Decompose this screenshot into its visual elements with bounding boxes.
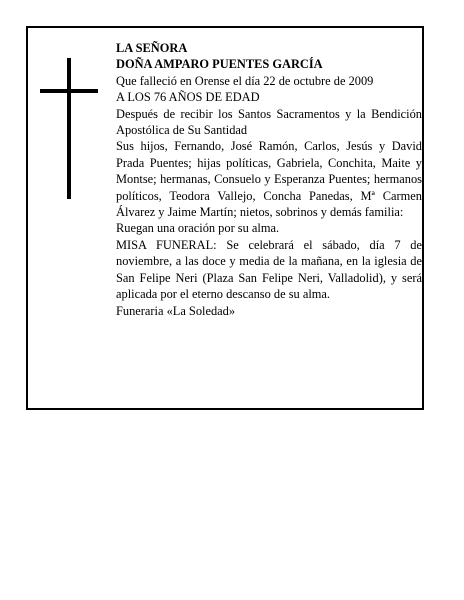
obituary-notice (26, 26, 424, 410)
cross-vertical-bar (67, 58, 71, 199)
notice-text-block (116, 40, 422, 319)
family-paragraph: Sus hijos, Fernando, José Ramón, Carlos, Jesús y David Prada Puentes; hijas políticas, Gabriela, Conchita, Maite y Montse; hermanas, Consuelo y Esperanza Puentes; hermanos políticos, Teodora Vallejo, Concha Panedas, Mª Carmen Álvarez y Jaime Martín; nietos, sobrinos y demás familia: (116, 139, 422, 220)
age-line: A LOS 76 AÑOS DE EDAD (116, 90, 260, 105)
funeral-mass-paragraph: MISA FUNERAL: Se celebrará el sábado, día 7 de noviembre, a las doce y media de la mañana, en la iglesia de San Felipe Neri (Plaza San Felipe Neri, Valladolid), y será aplicada por el eterno descanso de su alma. (116, 237, 422, 302)
prayer-line: Ruegan una oración por su alma. (116, 221, 280, 236)
notice-title: LA SEÑORA (116, 41, 188, 55)
funeral-home-line: Funeraria «La Soledad» (116, 303, 236, 318)
deceased-name: DOÑA AMPARO PUENTES GARCÍA (116, 57, 323, 72)
sacraments-paragraph: Después de recibir los Santos Sacramentos y la Bendición Apostólica de Su Santidad (116, 106, 422, 138)
death-line: Que falleció en Orense el día 22 de octubre de 2009 (116, 73, 374, 88)
cross-horizontal-bar (40, 89, 98, 93)
cross-icon (40, 58, 98, 199)
